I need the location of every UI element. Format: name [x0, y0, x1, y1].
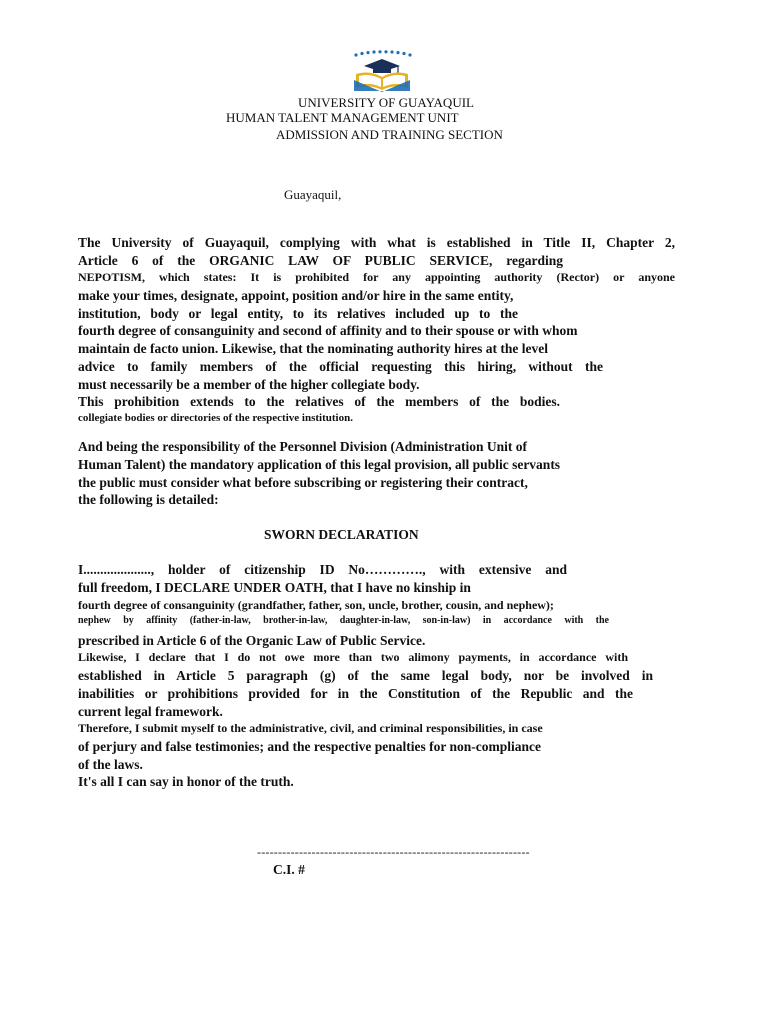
paragraph-line: NEPOTISM, which states: It is prohibited for any appointing authority (Rector) or anyone: [78, 270, 675, 284]
university-crest-icon: [350, 50, 414, 92]
city-line: Guayaquil,: [284, 187, 342, 202]
paragraph-line: make your times, designate, appoint, position and/or hire in the same entity,: [78, 288, 514, 303]
paragraph-line: the following is detailed:: [78, 492, 219, 507]
paragraph-line: advice to family members of the official requesting this hiring, without the: [78, 359, 603, 374]
paragraph-line: fourth degree of consanguinity and second of affinity and to their spouse or with whom: [78, 323, 578, 338]
paragraph-line: must necessarily be a member of the higher collegiate body.: [78, 377, 420, 392]
paragraph-line: And being the responsibility of the Personnel Division (Administration Unit of: [78, 439, 528, 454]
paragraph-line: Human Talent) the mandatory application of this legal provision, all public servants: [78, 457, 561, 472]
declaration-title: SWORN DECLARATION: [264, 527, 419, 542]
university-name: UNIVERSITY OF GUAYAQUIL: [298, 95, 474, 110]
declaration-line: fourth degree of consanguinity (grandfather, father, son, uncle, brother, cousin, and nephew);: [78, 598, 554, 612]
declaration-line: prescribed in Article 6 of the Organic Law of Public Service.: [78, 633, 426, 648]
declaration-line: of the laws.: [78, 757, 143, 772]
paragraph-line: The University of Guayaquil, complying with what is established in Title II, Chapter 2,: [78, 235, 675, 250]
paragraph-line: the public must consider what before subscribing or registering their contract,: [78, 475, 528, 490]
declaration-line: Therefore, I submit myself to the administrative, civil, and criminal responsibilities, in case: [78, 721, 543, 735]
declaration-line: of perjury and false testimonies; and the respective penalties for non-compliance: [78, 739, 541, 754]
paragraph-line: institution, body or legal entity, to its relatives included up to the: [78, 306, 518, 321]
paragraph-line: This prohibition extends to the relatives of the members of the bodies.: [78, 394, 560, 409]
section-name: ADMISSION AND TRAINING SECTION: [276, 127, 503, 142]
paragraph-line: maintain de facto union. Likewise, that the nominating authority hires at the level: [78, 341, 549, 356]
paragraph-line: collegiate bodies or directories of the respective institution.: [78, 412, 353, 424]
declaration-line: nephew by affinity (father-in-law, brother-in-law, daughter-in-law, son-in-law) in accordance with the: [78, 615, 609, 626]
paragraph-line: Article 6 of the ORGANIC LAW OF PUBLIC SERVICE, regarding: [78, 253, 563, 268]
declaration-line: It's all I can say in honor of the truth.: [78, 774, 294, 789]
declaration-line: full freedom, I DECLARE UNDER OATH, that I have no kinship in: [78, 580, 471, 595]
declaration-line: Likewise, I declare that I do not owe more than two alimony payments, in accordance with: [78, 650, 628, 664]
declaration-line: I...................., holder of citizenship ID No…………., with extensive and: [78, 562, 567, 577]
unit-name: HUMAN TALENT MANAGEMENT UNIT: [226, 110, 459, 125]
signature-line: -----------------------------------------------------------------: [257, 845, 530, 859]
ci-label: C.I. #: [273, 862, 305, 877]
declaration-line: established in Article 5 paragraph (g) of the same legal body, nor be involved in: [78, 668, 653, 683]
declaration-line: current legal framework.: [78, 704, 223, 719]
declaration-line: inabilities or prohibitions provided for in the Constitution of the Republic and the: [78, 686, 633, 701]
